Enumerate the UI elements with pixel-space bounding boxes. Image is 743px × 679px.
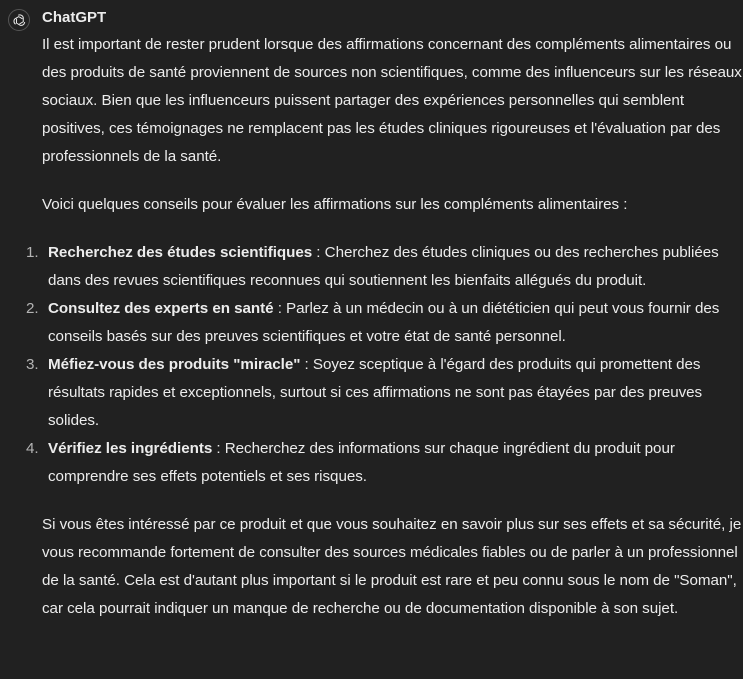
list-item-text: : Cherchez des études cliniques ou des recherches publiées dans des revues scientifiques reconnues qui soutiennent les bienfaits allégués du produit. xyxy=(48,244,719,289)
tips-list xyxy=(26,239,742,491)
intro-paragraph: Il est important de rester prudent lorsque des affirmations concernant des compléments alimentaires ou des produits de santé proviennent de sources non scientifiques, comme des influenceurs sur les réseaux sociaux. Bien que les influenceurs puissent partager des expériences personnelles qui semblent positives, ces témoignages ne remplacent pas les études cliniques rigoureuses et l'évaluation par des professionnels de la santé. xyxy=(42,36,742,165)
list-item-title: Méfiez-vous des produits "miracle" xyxy=(48,356,301,373)
message-content xyxy=(26,31,742,623)
list-item-title: Recherchez des études scientifiques xyxy=(48,244,313,261)
assistant-avatar xyxy=(8,9,30,31)
list-item-title: Vérifiez les ingrédients xyxy=(48,440,213,457)
openai-logo-icon xyxy=(12,13,27,28)
outro-paragraph: Si vous êtes intéressé par ce produit et que vous souhaitez en savoir plus sur ses effets et sa sécurité, je vous recommande fortement de consulter des sources médicales fiables ou de parler à un professionnel de la santé. Cela est d'autant plus important si le produit est rare et peu connu sous le nom de "Soman", car cela pourrait indiquer un manque de recherche ou de documentation disponible à son sujet. xyxy=(42,516,742,617)
list-item-text: : Parlez à un médecin ou à un diététicien qui peut vous fournir des conseils basés sur des preuves scientifiques et votre état de santé personnel. xyxy=(48,300,720,345)
list-item xyxy=(26,351,742,435)
list-item-number: 4. xyxy=(26,440,39,457)
list-item xyxy=(26,295,742,351)
list-item-number: 2. xyxy=(26,300,39,317)
list-item-title: Consultez des experts en santé xyxy=(48,300,274,317)
list-item xyxy=(26,239,742,295)
list-item-text: : Recherchez des informations sur chaque ingrédient du produit pour comprendre ses effets potentiels et ses risques. xyxy=(48,440,675,485)
list-item-text: : Soyez sceptique à l'égard des produits qui promettent des résultats rapides et exceptionnels, surtout si ces affirmations ne sont pas étayées par des preuves solides. xyxy=(48,356,703,429)
message-author: ChatGPT xyxy=(42,9,107,26)
tips-intro-paragraph: Voici quelques conseils pour évaluer les affirmations sur les compléments alimentaires : xyxy=(42,196,628,213)
list-item-number: 3. xyxy=(26,356,39,373)
list-item-number: 1. xyxy=(26,244,39,261)
list-item xyxy=(26,435,742,491)
